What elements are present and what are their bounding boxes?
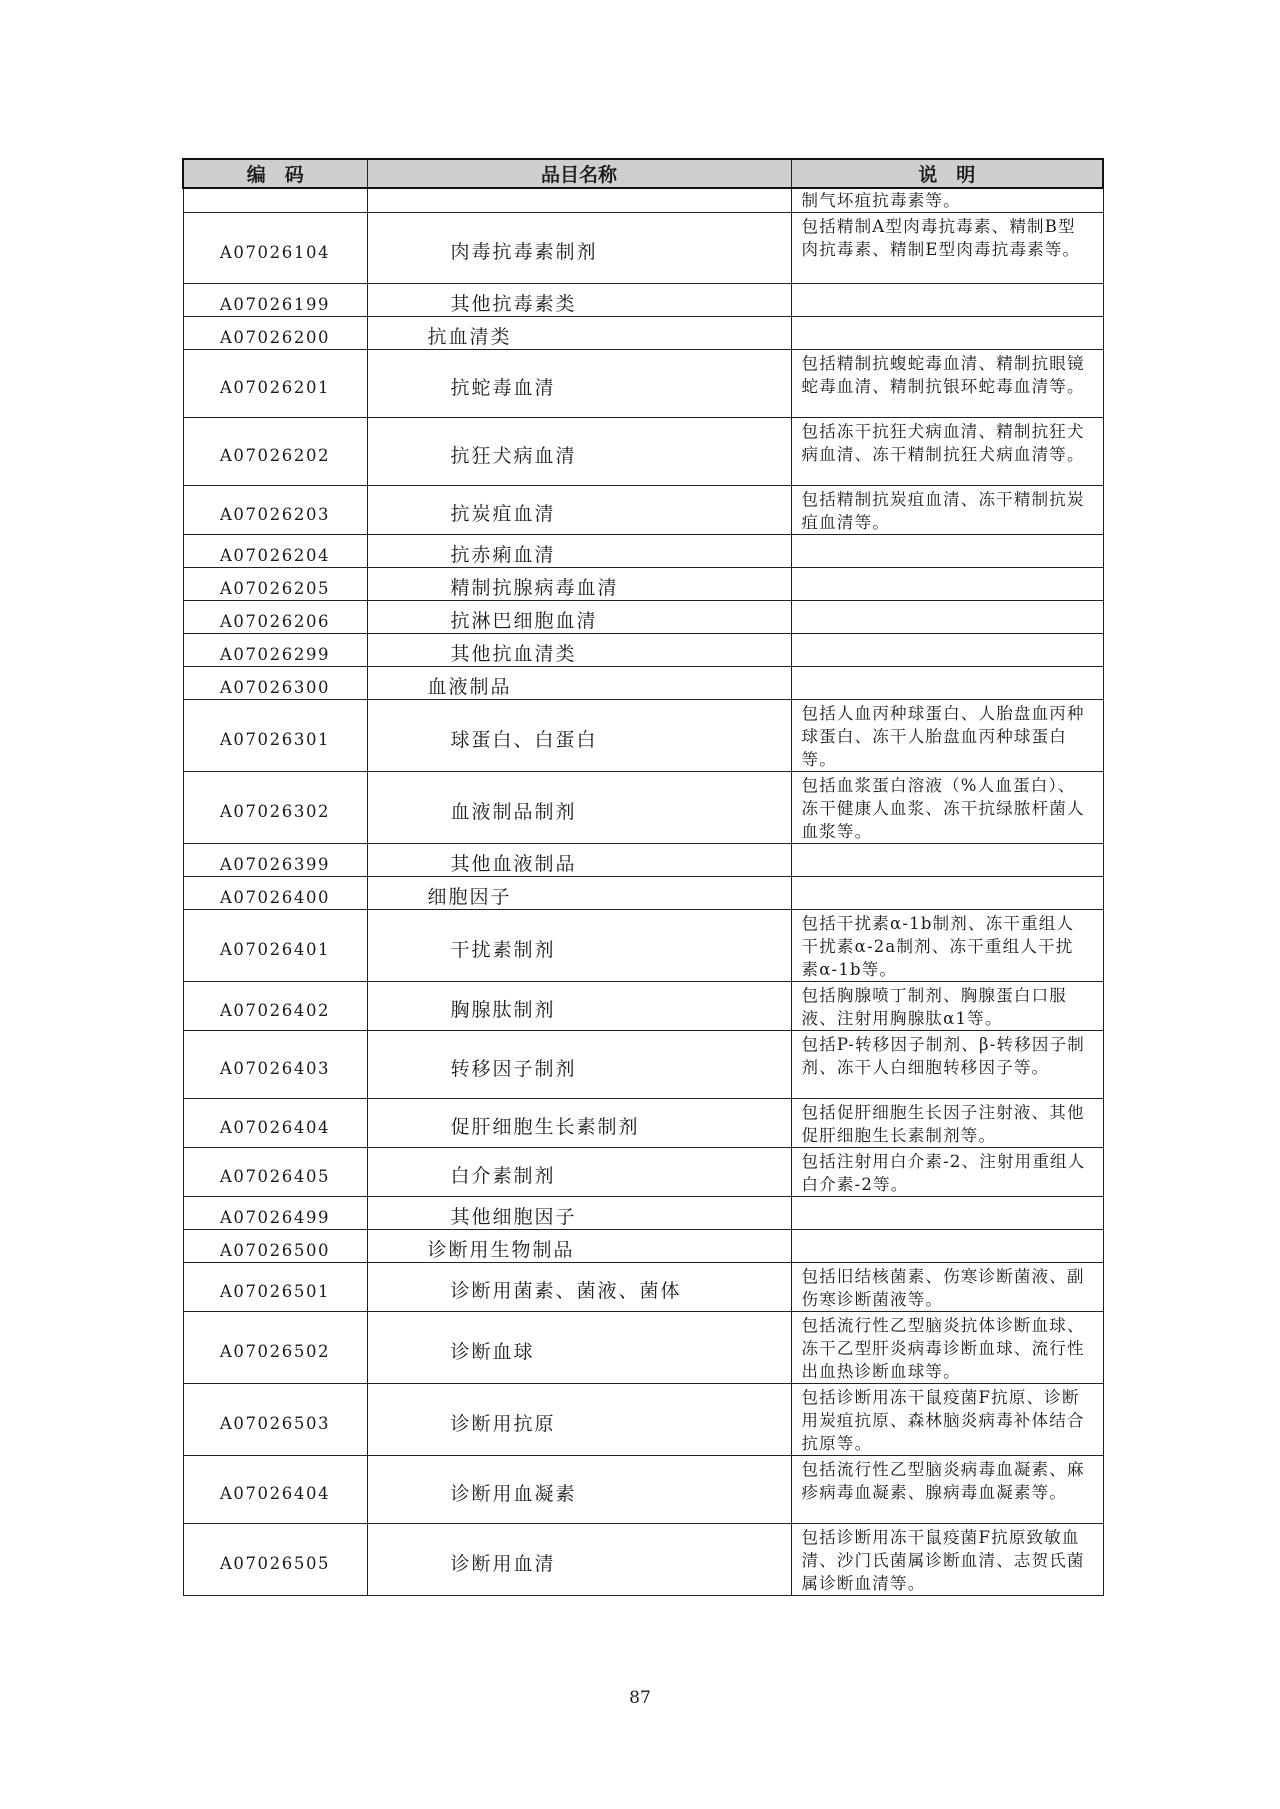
table-row <box>183 772 1103 844</box>
row-code: A07026201 <box>183 350 367 418</box>
row-code: A07026503 <box>183 1384 367 1456</box>
row-description <box>791 317 1103 350</box>
table-row <box>183 700 1103 772</box>
row-description: 包括注射用白介素-2、注射用重组人白介素-2等。 <box>791 1148 1103 1197</box>
row-code <box>183 188 367 213</box>
row-code: A07026502 <box>183 1312 367 1384</box>
row-description: 包括精制抗蝮蛇毒血清、精制抗眼镜蛇毒血清、精制抗银环蛇毒血清等。 <box>791 350 1103 418</box>
row-description <box>791 1197 1103 1230</box>
row-description <box>791 844 1103 877</box>
row-code: A07026203 <box>183 486 367 535</box>
row-description: 包括促肝细胞生长因子注射液、其他促肝细胞生长素制剂等。 <box>791 1099 1103 1148</box>
header-name: 品目名称 <box>367 159 791 188</box>
row-code: A07026300 <box>183 667 367 700</box>
row-name: 白介素制剂 <box>367 1148 791 1197</box>
table-row <box>183 284 1103 317</box>
table-row <box>183 844 1103 877</box>
table-row <box>183 535 1103 568</box>
table-row <box>183 877 1103 910</box>
table-row <box>183 418 1103 486</box>
row-description <box>791 1230 1103 1263</box>
row-code: A07026399 <box>183 844 367 877</box>
row-description: 包括诊断用冻干鼠疫菌F抗原、诊断用炭疽抗原、森林脑炎病毒补体结合抗原等。 <box>791 1384 1103 1456</box>
row-name: 抗赤痢血清 <box>367 535 791 568</box>
row-code: A07026403 <box>183 1031 367 1099</box>
row-name: 转移因子制剂 <box>367 1031 791 1099</box>
table-row <box>183 213 1103 284</box>
row-code: A07026400 <box>183 877 367 910</box>
row-code: A07026401 <box>183 910 367 982</box>
header-code: 编 码 <box>183 159 367 188</box>
row-description: 包括流行性乙型脑炎抗体诊断血球、冻干乙型肝炎病毒诊断血球、流行性出血热诊断血球等。 <box>791 1312 1103 1384</box>
table-row <box>183 601 1103 634</box>
row-name: 肉毒抗毒素制剂 <box>367 213 791 284</box>
table-row <box>183 568 1103 601</box>
row-name: 其他血液制品 <box>367 844 791 877</box>
row-code: A07026202 <box>183 418 367 486</box>
row-description: 包括人血丙种球蛋白、人胎盘血丙种球蛋白、冻干人胎盘血丙种球蛋白等。 <box>791 700 1103 772</box>
table-row <box>183 188 1103 213</box>
row-description <box>791 601 1103 634</box>
row-description: 包括精制A型肉毒抗毒素、精制B型肉抗毒素、精制E型肉毒抗毒素等。 <box>791 213 1103 284</box>
table-row <box>183 910 1103 982</box>
row-name: 抗炭疽血清 <box>367 486 791 535</box>
row-code: A07026206 <box>183 601 367 634</box>
row-code: A07026404 <box>183 1099 367 1148</box>
row-description <box>791 535 1103 568</box>
row-description: 包括冻干抗狂犬病血清、精制抗狂犬病血清、冻干精制抗狂犬病血清等。 <box>791 418 1103 486</box>
row-code: A07026301 <box>183 700 367 772</box>
row-code: A07026402 <box>183 982 367 1031</box>
table-row <box>183 1524 1103 1596</box>
row-name: 抗蛇毒血清 <box>367 350 791 418</box>
row-name: 抗淋巴细胞血清 <box>367 601 791 634</box>
row-description <box>791 634 1103 667</box>
page-number: 87 <box>629 1688 651 1708</box>
table-row <box>183 317 1103 350</box>
table-row <box>183 1148 1103 1197</box>
row-name: 诊断用抗原 <box>367 1384 791 1456</box>
table-row <box>183 1263 1103 1312</box>
row-name: 干扰素制剂 <box>367 910 791 982</box>
row-name: 诊断用生物制品 <box>367 1230 791 1263</box>
table-row <box>183 1456 1103 1524</box>
row-description: 包括诊断用冻干鼠疫菌F抗原致敏血清、沙门氏菌属诊断血清、志贺氏菌属诊断血清等。 <box>791 1524 1103 1596</box>
row-description: 包括血浆蛋白溶液（%人血蛋白）、冻干健康人血浆、冻干抗绿脓杆菌人血浆等。 <box>791 772 1103 844</box>
row-code: A07026500 <box>183 1230 367 1263</box>
table-row <box>183 1031 1103 1099</box>
table-row <box>183 1230 1103 1263</box>
row-code: A07026405 <box>183 1148 367 1197</box>
catalog-table <box>182 158 1104 1596</box>
row-code: A07026104 <box>183 213 367 284</box>
row-code: A07026199 <box>183 284 367 317</box>
row-description: 包括旧结核菌素、伤寒诊断菌液、副伤寒诊断菌液等。 <box>791 1263 1103 1312</box>
table-row <box>183 982 1103 1031</box>
row-name <box>367 188 791 213</box>
row-description: 包括胸腺喷丁制剂、胸腺蛋白口服液、注射用胸腺肽α1等。 <box>791 982 1103 1031</box>
row-code: A07026302 <box>183 772 367 844</box>
row-name: 抗血清类 <box>367 317 791 350</box>
table-row <box>183 634 1103 667</box>
row-name: 其他抗血清类 <box>367 634 791 667</box>
row-description <box>791 667 1103 700</box>
table-row <box>183 350 1103 418</box>
row-name: 诊断用血凝素 <box>367 1456 791 1524</box>
row-name: 胸腺肽制剂 <box>367 982 791 1031</box>
row-description: 包括流行性乙型脑炎病毒血凝素、麻疹病毒血凝素、腺病毒血凝素等。 <box>791 1456 1103 1524</box>
row-code: A07026204 <box>183 535 367 568</box>
header-desc: 说 明 <box>791 159 1103 188</box>
table-body <box>183 188 1103 1596</box>
row-name: 诊断血球 <box>367 1312 791 1384</box>
row-name: 精制抗腺病毒血清 <box>367 568 791 601</box>
row-name: 血液制品 <box>367 667 791 700</box>
row-name: 其他抗毒素类 <box>367 284 791 317</box>
row-description: 包括干扰素α-1b制剂、冻干重组人干扰素α-2a制剂、冻干重组人干扰素α-1b等。 <box>791 910 1103 982</box>
table-row <box>183 1099 1103 1148</box>
row-name: 血液制品制剂 <box>367 772 791 844</box>
row-description <box>791 568 1103 601</box>
table-row <box>183 1197 1103 1230</box>
row-code: A07026505 <box>183 1524 367 1596</box>
row-description: 包括P-转移因子制剂、β-转移因子制剂、冻干人白细胞转移因子等。 <box>791 1031 1103 1099</box>
table-row <box>183 486 1103 535</box>
row-description: 包括精制抗炭疽血清、冻干精制抗炭疽血清等。 <box>791 486 1103 535</box>
row-code: A07026501 <box>183 1263 367 1312</box>
row-code: A07026200 <box>183 317 367 350</box>
row-name: 其他细胞因子 <box>367 1197 791 1230</box>
row-code: A07026404 <box>183 1456 367 1524</box>
row-name: 促肝细胞生长素制剂 <box>367 1099 791 1148</box>
row-description <box>791 877 1103 910</box>
row-name: 诊断用血清 <box>367 1524 791 1596</box>
table-row <box>183 1384 1103 1456</box>
row-name: 球蛋白、白蛋白 <box>367 700 791 772</box>
table-row <box>183 667 1103 700</box>
row-code: A07026299 <box>183 634 367 667</box>
row-name: 细胞因子 <box>367 877 791 910</box>
row-name: 诊断用菌素、菌液、菌体 <box>367 1263 791 1312</box>
table-header <box>183 159 1103 188</box>
row-description <box>791 284 1103 317</box>
table-row <box>183 1312 1103 1384</box>
row-code: A07026499 <box>183 1197 367 1230</box>
row-name: 抗狂犬病血清 <box>367 418 791 486</box>
row-code: A07026205 <box>183 568 367 601</box>
row-description: 制气坏疽抗毒素等。 <box>791 188 1103 213</box>
